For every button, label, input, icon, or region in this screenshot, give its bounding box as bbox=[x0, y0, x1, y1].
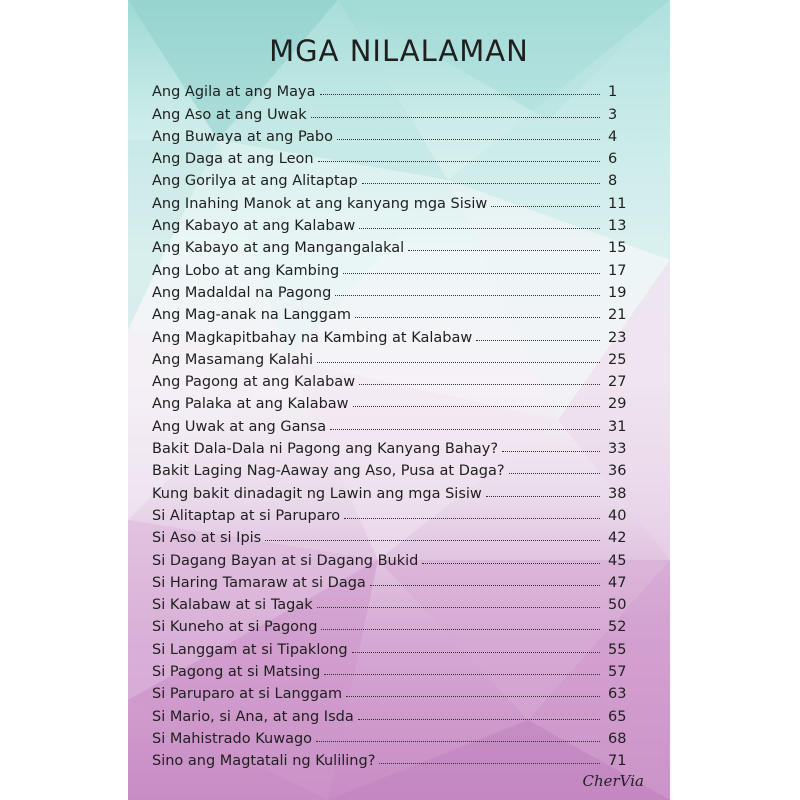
toc-entry-page: 1 bbox=[608, 84, 618, 101]
toc-entry bbox=[152, 702, 634, 724]
signature: CherVia bbox=[582, 772, 644, 790]
toc-entry-title: Ang Aso at ang Uwak bbox=[152, 106, 307, 123]
dot-leader bbox=[318, 161, 600, 162]
toc-entry-page: 65 bbox=[608, 708, 627, 725]
toc-entry bbox=[152, 78, 634, 100]
toc-entry bbox=[152, 613, 634, 635]
toc-entry-page: 31 bbox=[608, 418, 627, 435]
toc-entry-title: Ang Madaldal na Pagong bbox=[152, 284, 332, 301]
toc-entry bbox=[152, 524, 634, 546]
toc-entry bbox=[152, 189, 634, 211]
toc-entry-title: Ang Pagong at ang Kalabaw bbox=[152, 374, 356, 391]
toc-entry-title: Ang Lobo at ang Kambing bbox=[152, 262, 340, 279]
toc-entry bbox=[152, 145, 634, 167]
toc-entry bbox=[152, 323, 634, 345]
toc-entry-page: 13 bbox=[608, 218, 627, 235]
toc-entry-title: Si Kalabaw at si Tagak bbox=[152, 597, 313, 614]
toc-entry-page: 17 bbox=[608, 262, 627, 279]
dot-leader bbox=[358, 719, 600, 720]
toc-entry bbox=[152, 725, 634, 747]
toc-entry-title: Bakit Laging Nag-Aaway ang Aso, Pusa at Daga? bbox=[152, 463, 505, 480]
toc-entry-title: Ang Kabayo at ang Mangangalakal bbox=[152, 240, 405, 257]
toc-entry-title: Ang Masamang Kalahi bbox=[152, 351, 314, 368]
dot-leader bbox=[352, 652, 600, 653]
toc-entry-title: Si Mahistrado Kuwago bbox=[152, 730, 313, 747]
dot-leader bbox=[343, 273, 600, 274]
dot-leader bbox=[486, 496, 600, 497]
dot-leader bbox=[359, 228, 600, 229]
dot-leader bbox=[491, 206, 600, 207]
toc-entry bbox=[152, 368, 634, 390]
toc-entry-title: Si Kuneho at si Pagong bbox=[152, 619, 318, 636]
toc-entry bbox=[152, 635, 634, 657]
dot-leader bbox=[502, 451, 600, 452]
toc-entry-title: Si Paruparo at si Langgam bbox=[152, 686, 343, 703]
toc-entry-page: 38 bbox=[608, 485, 627, 502]
dot-leader bbox=[344, 518, 600, 519]
toc-entry-page: 3 bbox=[608, 106, 618, 123]
dot-leader bbox=[476, 340, 600, 341]
dot-leader bbox=[353, 406, 600, 407]
toc-entry-title: Si Haring Tamaraw at si Daga bbox=[152, 574, 366, 591]
toc-entry-page: 55 bbox=[608, 641, 627, 658]
toc-entry-page: 42 bbox=[608, 530, 627, 547]
toc-entry bbox=[152, 435, 634, 457]
page-title: MGA NILALAMAN bbox=[269, 34, 529, 68]
toc-entry-page: 40 bbox=[608, 507, 627, 524]
dot-leader bbox=[355, 317, 600, 318]
toc-entry-title: Ang Kabayo at ang Kalabaw bbox=[152, 218, 356, 235]
toc-entry bbox=[152, 658, 634, 680]
toc-entry bbox=[152, 167, 634, 189]
toc-entry-page: 21 bbox=[608, 307, 627, 324]
dot-leader bbox=[362, 183, 600, 184]
toc-entry bbox=[152, 747, 634, 769]
toc-entry-page: 68 bbox=[608, 730, 627, 747]
dot-leader bbox=[316, 741, 600, 742]
dot-leader bbox=[335, 295, 600, 296]
toc-entry-title: Ang Mag-anak na Langgam bbox=[152, 307, 351, 324]
toc-entry bbox=[152, 479, 634, 501]
toc-entry-page: 25 bbox=[608, 351, 627, 368]
dot-leader bbox=[370, 585, 600, 586]
toc-entry-title: Ang Agila at ang Maya bbox=[152, 84, 316, 101]
toc-entry bbox=[152, 457, 634, 479]
toc-entry-page: 29 bbox=[608, 396, 627, 413]
dot-leader bbox=[346, 696, 600, 697]
toc-entry-page: 4 bbox=[608, 128, 618, 145]
dot-leader bbox=[317, 607, 600, 608]
toc-entry bbox=[152, 234, 634, 256]
toc-entry bbox=[152, 591, 634, 613]
toc-entry bbox=[152, 100, 634, 122]
toc-entry bbox=[152, 546, 634, 568]
toc-entry-title: Si Alitaptap at si Paruparo bbox=[152, 507, 341, 524]
toc-entry-page: 50 bbox=[608, 597, 627, 614]
dot-leader bbox=[359, 384, 600, 385]
dot-leader bbox=[324, 674, 600, 675]
toc-entry-title: Ang Gorilya at ang Alitaptap bbox=[152, 173, 358, 190]
toc-entry bbox=[152, 412, 634, 434]
toc-entry bbox=[152, 301, 634, 323]
toc-entry-page: 71 bbox=[608, 753, 627, 770]
toc-entry-page: 8 bbox=[608, 173, 618, 190]
toc-entry-title: Ang Uwak at ang Gansa bbox=[152, 418, 327, 435]
toc-entry-title: Ang Inahing Manok at ang kanyang mga Sisiw bbox=[152, 195, 488, 212]
toc-entry bbox=[152, 502, 634, 524]
toc-entry-title: Ang Buwaya at ang Pabo bbox=[152, 128, 334, 145]
toc-entry-page: 15 bbox=[608, 240, 627, 257]
dot-leader bbox=[265, 540, 600, 541]
toc-entry-title: Kung bakit dinadagit ng Lawin ang mga Sisiw bbox=[152, 485, 482, 502]
dot-leader bbox=[311, 117, 600, 118]
toc-entry-page: 6 bbox=[608, 151, 618, 168]
toc-entry-title: Si Pagong at si Matsing bbox=[152, 664, 321, 681]
toc-entry bbox=[152, 279, 634, 301]
toc-entry-page: 19 bbox=[608, 284, 627, 301]
toc-entry-page: 63 bbox=[608, 686, 627, 703]
dot-leader bbox=[408, 250, 600, 251]
toc-entry bbox=[152, 680, 634, 702]
toc-entry bbox=[152, 390, 634, 412]
toc-page bbox=[128, 0, 670, 800]
toc-entry-page: 52 bbox=[608, 619, 627, 636]
toc-entry-title: Sino ang Magtatali ng Kuliling? bbox=[152, 753, 376, 770]
toc-entry-title: Si Mario, si Ana, at ang Isda bbox=[152, 708, 354, 725]
toc-entry-page: 47 bbox=[608, 574, 627, 591]
toc-entry bbox=[152, 256, 634, 278]
toc-entry bbox=[152, 346, 634, 368]
toc-entry bbox=[152, 569, 634, 591]
toc-entry-page: 36 bbox=[608, 463, 627, 480]
dot-leader bbox=[422, 563, 600, 564]
dot-leader bbox=[337, 139, 600, 140]
toc-entry-page: 27 bbox=[608, 374, 627, 391]
toc-entry-page: 23 bbox=[608, 329, 627, 346]
toc-entry-title: Bakit Dala-Dala ni Pagong ang Kanyang Bahay? bbox=[152, 441, 499, 458]
table-of-contents bbox=[152, 78, 634, 769]
toc-entry-page: 11 bbox=[608, 195, 627, 212]
toc-entry-title: Ang Daga at ang Leon bbox=[152, 151, 314, 168]
dot-leader bbox=[330, 429, 600, 430]
toc-entry-title: Si Dagang Bayan at si Dagang Bukid bbox=[152, 552, 419, 569]
toc-entry-page: 57 bbox=[608, 664, 627, 681]
dot-leader bbox=[321, 629, 600, 630]
dot-leader bbox=[379, 763, 600, 764]
toc-entry-title: Ang Magkapitbahay na Kambing at Kalabaw bbox=[152, 329, 473, 346]
dot-leader bbox=[320, 94, 600, 95]
toc-entry bbox=[152, 123, 634, 145]
dot-leader bbox=[317, 362, 600, 363]
toc-entry-title: Ang Palaka at ang Kalabaw bbox=[152, 396, 349, 413]
toc-entry-title: Si Langgam at si Tipaklong bbox=[152, 641, 348, 658]
toc-entry-page: 45 bbox=[608, 552, 627, 569]
dot-leader bbox=[509, 473, 600, 474]
toc-entry bbox=[152, 212, 634, 234]
toc-entry-page: 33 bbox=[608, 441, 627, 458]
toc-entry-title: Si Aso at si Ipis bbox=[152, 530, 262, 547]
